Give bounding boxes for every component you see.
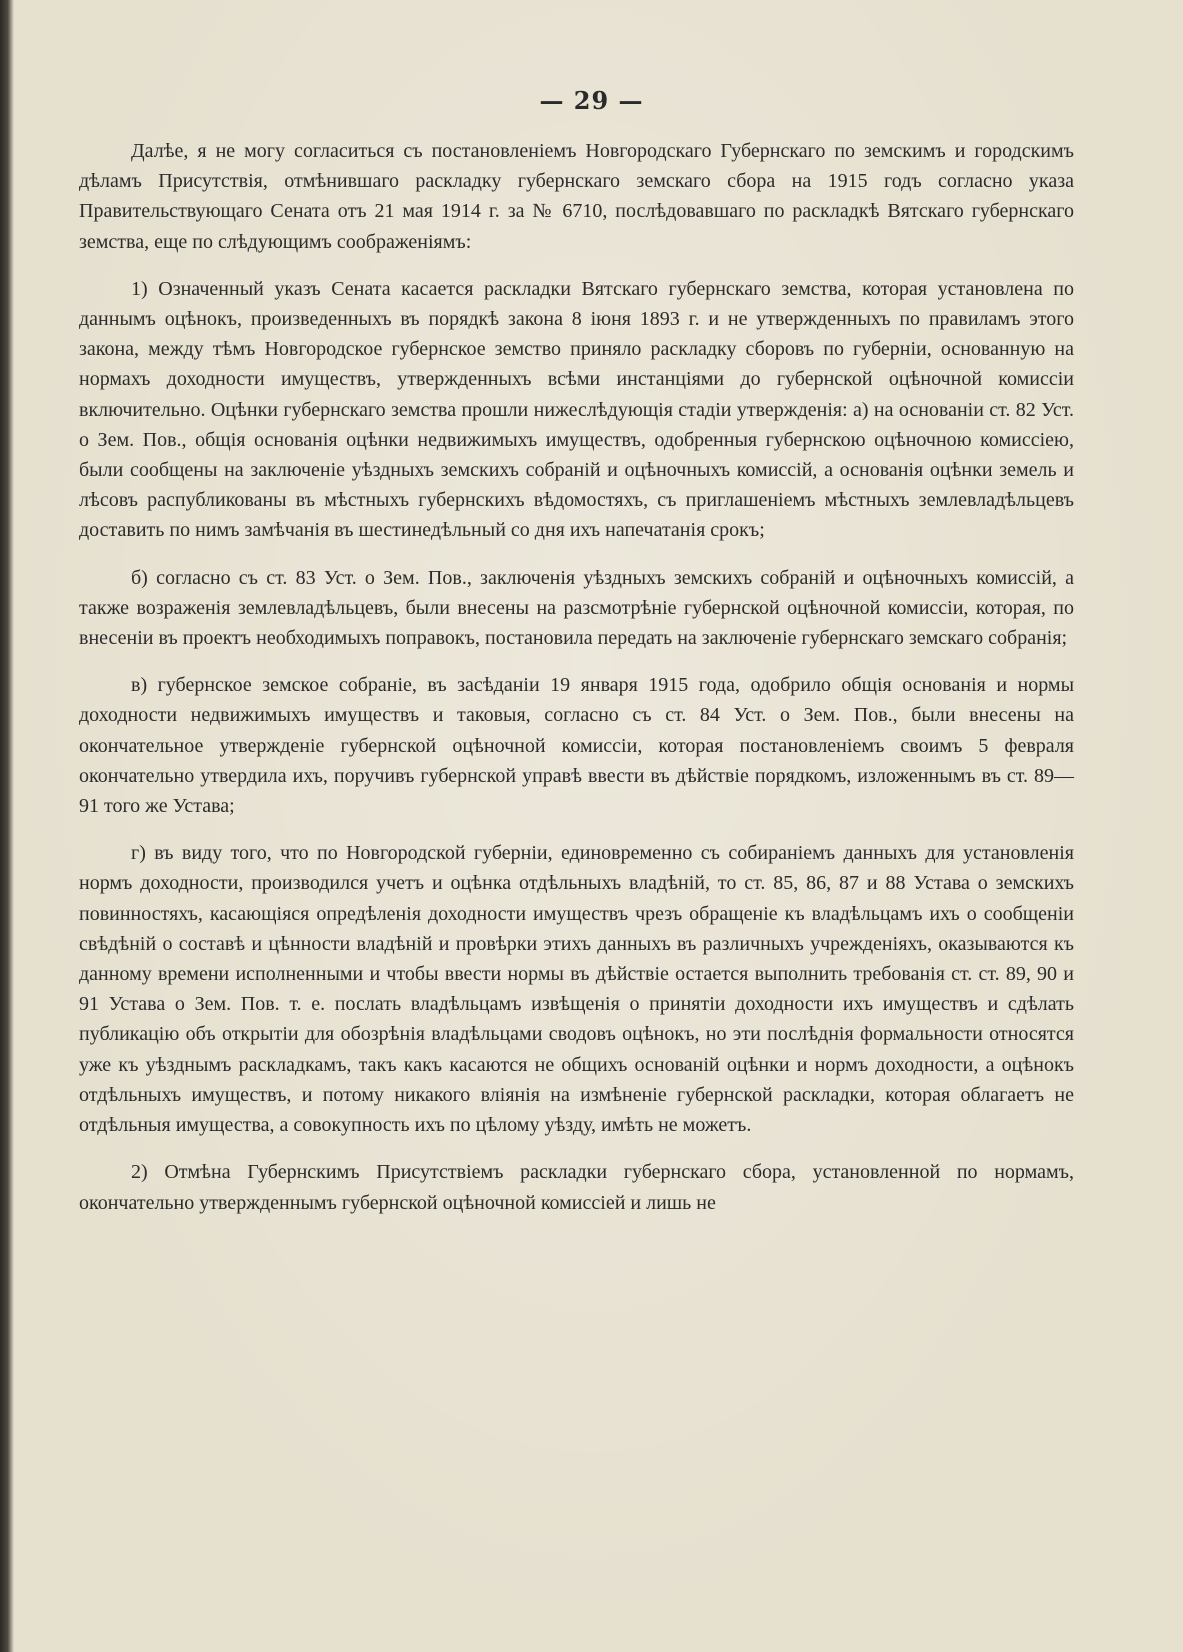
paragraph-intro: Далѣе, я не могу согласиться съ постановленіемъ Новгородскаго Губернскаго по земскимъ и городскимъ дѣламъ Присутствія, отмѣнившаго раскладку губернскаго земскаго сбора на 1915 годъ согласно указа Правительствующаго Сената отъ 21 мая 1914 г. за № 6710, послѣдовавшаго по раскладкѣ Вятскаго губернскаго земства, еще по слѣдующимъ соображеніямъ: [79, 140, 1074, 253]
page-number: — 29 — [539, 86, 644, 115]
page-binding-edge [0, 0, 14, 1652]
paragraph-point-1v: в) губернское земское собраніе, въ засѣданіи 19 января 1915 года, одобрило общія основанія и нормы доходности недвижимыхъ имуществъ и таковыя, согласно съ ст. 84 Уст. о Зем. Пов., были внесены на окончательное утвержденіе губернской оцѣночной комиссіи, которая постановленіемъ своимъ 5 февраля окончательно утвердила ихъ, поручивъ губернской управѣ ввести въ дѣйствіе порядкомъ, изложеннымъ въ ст. 89—91 того же Устава; [79, 674, 1074, 818]
body-text [79, 136, 1074, 1235]
paragraph-point-1b: б) согласно съ ст. 83 Уст. о Зем. Пов., заключенія уѣздныхъ земскихъ собраній и оцѣночныхъ комиссій, а также возраженія землевладѣльцевъ, были внесены на разсмотрѣніе губернской оцѣночной комиссіи, которая, по внесеніи въ проектъ необходимыхъ поправокъ, постановила передать на заключеніе губернскаго земскаго собранія; [79, 566, 1074, 650]
paragraph-point-1: 1) Означенный указъ Сената касается раскладки Вятскаго губернскаго земства, которая установлена по даннымъ оцѣнокъ, произведенныхъ въ порядкѣ закона 8 іюня 1893 г. и не утвержденныхъ по правиламъ этого закона, между тѣмъ Новгородское губернское земство приняло раскладку сборовъ по губерніи, основанную на нормахъ доходности имуществъ, утвержденныхъ всѣми инстанціями до губернской оцѣночной комиссіи включительно. Оцѣнки губернскаго земства прошли нижеслѣдующія стадіи утвержденія: а) на основаніи ст. 82 Уст. о Зем. Пов., общія основанія оцѣнки недвижимыхъ имуществъ, одобренныя губернскою оцѣночною комиссіею, были сообщены на заключеніе уѣздныхъ земскихъ собраній и оцѣночныхъ комиссій, а основанія оцѣнки земель и лѣсовъ распубликованы въ мѣстныхъ губернскихъ вѣдомостяхъ, съ приглашеніемъ мѣстныхъ землевладѣльцевъ доставить по нимъ замѣчанія въ шестинедѣльный со дня ихъ напечатанія срокъ; [79, 277, 1074, 542]
paragraph-point-2: 2) Отмѣна Губернскимъ Присутствіемъ раскладки губернскаго сбора, установленной по нормамъ, окончательно утвержденнымъ губернской оцѣночной комиссіей и лишь не [79, 1161, 1074, 1214]
paragraph-point-1g: г) въ виду того, что по Новгородской губерніи, единовременно съ собираніемъ данныхъ для установленія нормъ доходности, производился учетъ и оцѣнка отдѣльныхъ владѣній, то ст. 85, 86, 87 и 88 Устава о земскихъ повинностяхъ, касающіяся опредѣленія доходности имуществъ чрезъ обращеніе къ владѣльцамъ ихъ о сообщеніи свѣдѣній о составѣ и цѣнности владѣній и провѣрки этихъ данныхъ въ различныхъ учрежденіяхъ, оказываются къ данному времени исполненными и чтобы ввести нормы въ дѣйствіе остается выполнить требованія ст. ст. 89, 90 и 91 Устава о Зем. Пов. т. е. послать владѣльцамъ извѣщенія о принятіи доходности ихъ имуществъ и сдѣлать публикацію объ открытіи для обозрѣнія владѣльцами сводовъ оцѣнокъ, но эти послѣднія формальности относятся уже къ уѣзднымъ раскладкамъ, такъ какъ касаются не общихъ основаній оцѣнки и нормъ доходности, а оцѣнокъ отдѣльныхъ имуществъ, и потому никакого вліянія на измѣненіе губернской раскладки, которая облагаетъ не отдѣльныя имущества, а совокупность ихъ по цѣлому уѣзду, имѣть не можетъ. [79, 842, 1074, 1137]
